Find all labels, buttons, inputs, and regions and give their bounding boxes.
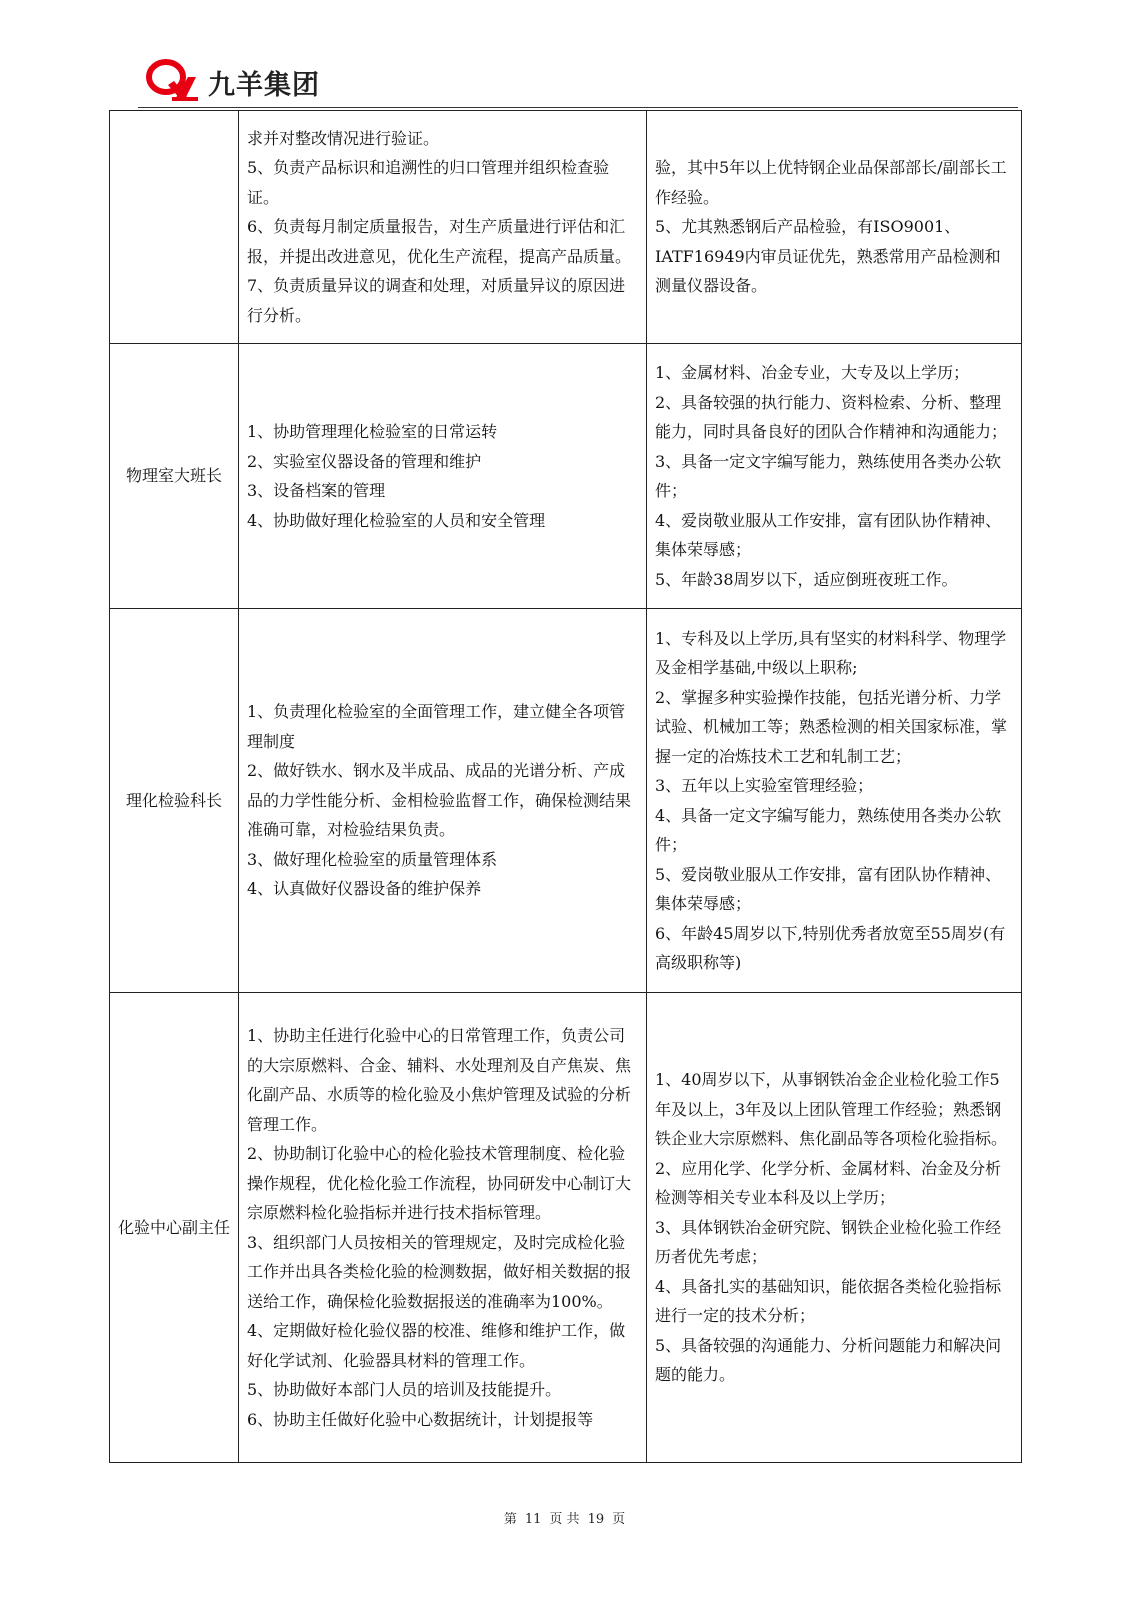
requirement-item: 5、年龄38周岁以下，适应倒班夜班工作。 [655, 569, 958, 589]
duty-item: 5、负责产品标识和追溯性的归口管理并组织检查验证。 [247, 158, 610, 207]
requirement-item: 5、爱岗敬业服从工作安排，富有团队协作精神、集体荣辱感； [655, 864, 1002, 913]
requirement-item: 1、金属材料、冶金专业，大专及以上学历； [655, 363, 970, 382]
requirements-cell [647, 344, 1022, 609]
duties-cell [239, 993, 647, 1463]
table-row [110, 344, 1022, 609]
requirement-item: 2、应用化学、化学分析、金属材料、冶金及分析检测等相关专业本科及以上学历； [655, 1158, 1002, 1208]
requirement-item: 2、掌握多种实验操作技能，包括光谱分析、力学试验、机械加工等；熟悉检测的相关国家标准，掌握一定的冶炼技术工艺和轧制工艺； [655, 687, 1008, 766]
position-title-cell: 理化检验科长 [110, 609, 239, 993]
duty-item: 2、协助制订化验中心的检化验技术管理制度、检化验操作规程，优化检化验工作流程，协同研发中心制订大宗原燃料检化验指标并进行技术指标管理。 [247, 1144, 632, 1222]
page-header [138, 55, 1018, 109]
requirement-item: 2、具备较强的执行能力、资料检索、分析、整理能力，同时具备良好的团队合作精神和沟通能力； [655, 392, 1008, 441]
footer-prefix: 第 [503, 1512, 517, 1527]
duty-item: 5、协助做好本部门人员的培训及技能提升。 [247, 1380, 562, 1399]
total-pages-number: 19 [587, 1512, 605, 1527]
requirement-item: 1、专科及以上学历,具有坚实的材料科学、物理学及金相学基础,中级以上职称; [655, 628, 1007, 677]
duty-item: 2、做好铁水、钢水及半成品、成品的光谱分析、产成品的力学性能分析、金相检验监督工作，确保检测结果准确可靠，对检验结果负责。 [247, 761, 632, 840]
requirement-item: 4、具备一定文字编写能力，熟练使用各类办公软件； [655, 805, 1002, 854]
duty-item: 1、协助管理理化检验室的日常运转 [247, 422, 498, 441]
position-title-cell: 物理室大班长 [110, 344, 239, 609]
duty-item: 3、做好理化检验室的质量管理体系 [247, 849, 498, 869]
duty-item: 求并对整改情况进行验证。 [247, 128, 440, 148]
table-row [110, 609, 1022, 993]
footer-middle: 页 共 [549, 1512, 580, 1527]
duty-item: 2、实验室仪器设备的管理和维护 [247, 451, 482, 471]
requirement-item: 1、40周岁以下，从事钢铁冶金企业检化验工作5年及以上，3年及以上团队管理工作经验；熟悉钢铁企业大宗原燃料、焦化副品等各项检化验指标。 [655, 1070, 1008, 1149]
jiuyang-logo-icon [144, 57, 202, 103]
page-number-footer [0, 1508, 1129, 1527]
table-row [110, 111, 1022, 344]
requirement-item: 4、爱岗敬业服从工作安排，富有团队协作精神、集体荣辱感； [655, 510, 1002, 559]
position-title-cell [110, 111, 239, 344]
footer-suffix: 页 [612, 1512, 626, 1527]
duty-item: 4、认真做好仪器设备的维护保养 [247, 879, 482, 899]
requirement-item: 5、具备较强的沟通能力、分析问题能力和解决问题的能力。 [655, 1335, 1002, 1385]
current-page-number: 11 [524, 1512, 542, 1527]
requirement-item: 4、具备扎实的基础知识，能依据各类检化验指标进行一定的技术分析； [655, 1276, 1002, 1326]
position-title-cell: 化验中心副主任 [110, 993, 239, 1463]
table-row [110, 993, 1022, 1463]
duties-cell [239, 344, 647, 609]
duty-item: 1、负责理化检验室的全面管理工作，建立健全各项管理制度 [247, 702, 626, 751]
requirement-item: 验，其中5年以上优特钢企业品保部部长/副部长工作经验。 [655, 158, 1007, 207]
duty-item: 6、协助主任做好化验中心数据统计，计划提报等 [247, 1409, 594, 1429]
requirements-cell [647, 111, 1022, 344]
company-name: 九羊集团 [208, 70, 320, 101]
duty-item: 4、协助做好理化检验室的人员和安全管理 [247, 510, 546, 530]
job-requirements-table [109, 110, 1022, 1463]
duties-cell [239, 609, 647, 993]
duty-item: 1、协助主任进行化验中心的日常管理工作，负责公司的大宗原燃料、合金、辅料、水处理剂及自产焦炭、焦化副产品、水质等的检化验及小焦炉管理及试验的分析管理工作。 [247, 1026, 632, 1134]
duty-item: 3、设备档案的管理 [247, 481, 386, 500]
duty-item: 7、负责质量异议的调查和处理，对质量异议的原因进行分析。 [247, 276, 626, 325]
requirements-cell [647, 993, 1022, 1463]
duties-cell [239, 111, 647, 344]
duty-item: 6、负责每月制定质量报告，对生产质量进行评估和汇报，并提出改进意见，优化生产流程，提高产品质量。 [247, 217, 632, 266]
requirement-item: 5、尤其熟悉钢后产品检验，有ISO9001、IATF16949内审员证优先，熟悉常用产品检测和测量仪器设备。 [655, 217, 1001, 296]
duty-item: 3、组织部门人员按相关的管理规定，及时完成检化验工作并出具各类检化验的检测数据，做好相关数据的报送给工作，确保检化验数据报送的准确率为100%。 [247, 1232, 632, 1311]
requirement-item: 3、具体钢铁冶金研究院、钢铁企业检化验工作经历者优先考虑； [655, 1217, 1002, 1267]
requirements-cell [647, 609, 1022, 993]
requirement-item: 3、具备一定文字编写能力，熟练使用各类办公软件； [655, 451, 1002, 500]
duty-item: 4、定期做好检化验仪器的校准、维修和维护工作，做好化学试剂、化验器具材料的管理工作。 [247, 1321, 626, 1370]
header-divider [138, 107, 1018, 108]
requirement-item: 3、五年以上实验室管理经验； [655, 776, 874, 795]
requirement-item: 6、年龄45周岁以下,特别优秀者放宽至55周岁(有高级职称等) [655, 923, 1006, 972]
